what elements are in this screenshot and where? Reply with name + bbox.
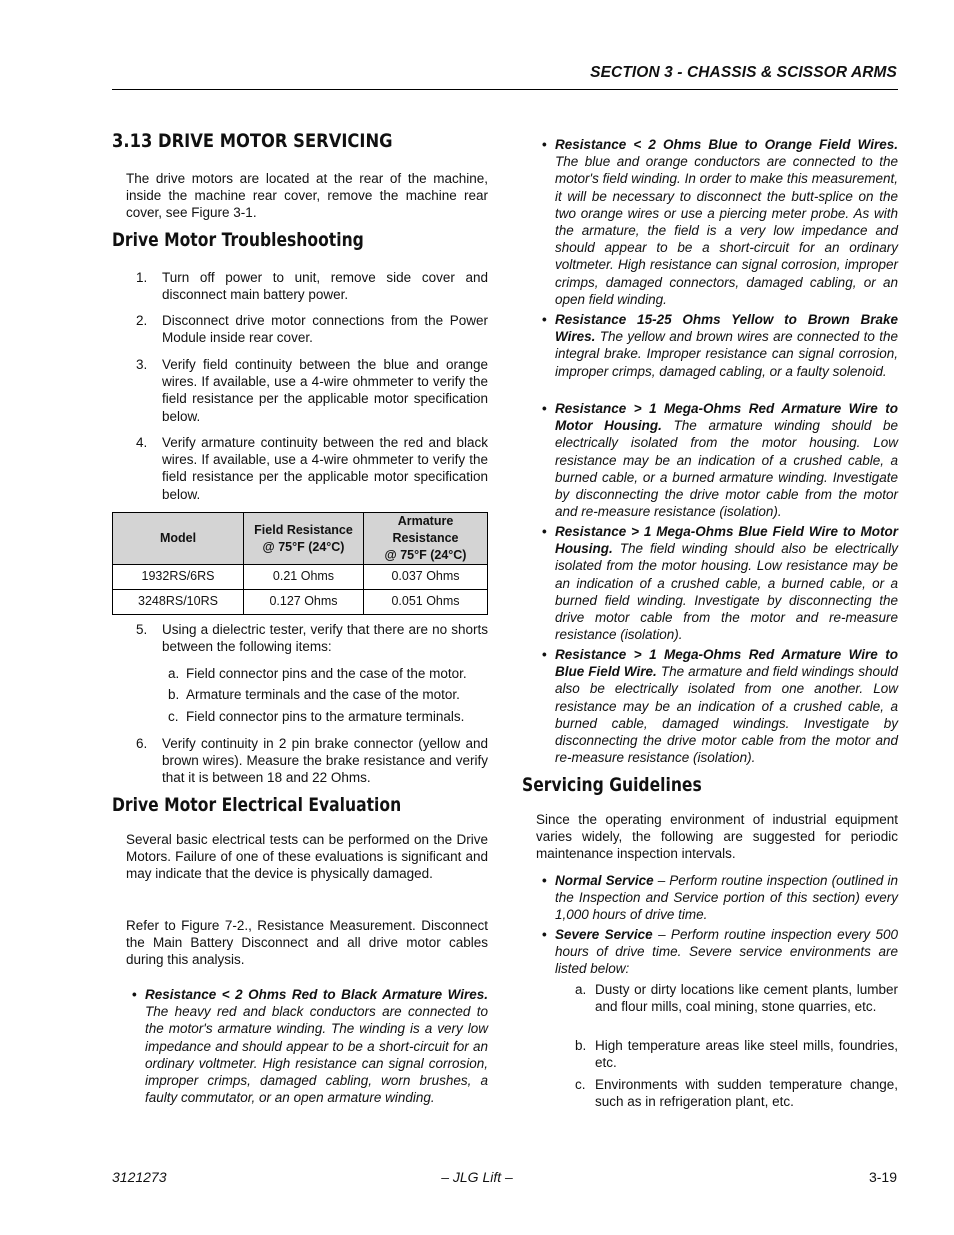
item-text: Verify field continuity between the blue and orange wires. If available, use a 4-wire ohmmeter to verify the field resistance per the applicable motor specification below. xyxy=(162,357,488,424)
sub-list-item xyxy=(575,1037,898,1071)
sub-list-item xyxy=(168,708,488,725)
bullet-item xyxy=(542,523,898,643)
electrical-paragraph-1: Several basic electrical tests can be performed on the Drive Motors. Failure of one of these evaluations is significant and may indicate that the device is physically damaged. xyxy=(126,832,488,882)
section-header-title: SECTION 3 - CHASSIS & SCISSOR ARMS xyxy=(590,64,897,81)
bullet-item xyxy=(132,986,488,1106)
item-text: Turn off power to unit, remove side cover and disconnect main battery power. xyxy=(162,270,488,303)
bullet-item xyxy=(542,872,898,924)
item-letter: b. xyxy=(168,687,180,702)
list-item xyxy=(136,621,488,655)
item-letter: a. xyxy=(575,982,587,997)
bullet-dot: • xyxy=(542,873,547,888)
sub-list-item xyxy=(168,686,488,703)
resistance-spec-table xyxy=(112,512,488,615)
item-letter: c. xyxy=(575,1077,586,1092)
electrical-evaluation-heading: Drive Motor Electrical Evaluation xyxy=(112,794,402,816)
item-text: Environments with sudden temperature change, such as in refrigeration plant, etc. xyxy=(595,1077,898,1110)
list-item xyxy=(136,356,488,425)
list-item xyxy=(136,269,488,303)
item-number: 4. xyxy=(136,435,148,450)
bullet-dot: • xyxy=(542,401,547,416)
table-cell: 1932RS/6RS xyxy=(113,565,244,590)
bullet-item xyxy=(542,926,898,978)
item-number: 1. xyxy=(136,270,148,285)
item-number: 3. xyxy=(136,357,148,372)
table-cell: 0.127 Ohms xyxy=(244,590,364,615)
item-text: Field connector pins to the armature terminals. xyxy=(186,709,465,724)
bullet-item xyxy=(542,136,898,308)
bullet-dot: • xyxy=(132,987,137,1002)
bullet-dot: • xyxy=(542,137,547,152)
bullet-dot: • xyxy=(542,647,547,662)
list-item xyxy=(136,434,488,503)
item-text: Dusty or dirty locations like cement plants, lumber and flour mills, coal mining, stone quarries, etc. xyxy=(595,982,898,1015)
table-header-armature-resistance: Armature Resistance @ 75°F (24°C) xyxy=(364,513,488,565)
list-item xyxy=(136,735,488,787)
bullet-text: Resistance > 1 Mega-Ohms Blue Field Wire to Motor Housing. The field winding should also be electrically isolated from the motor housing. Low resistance may be an indication of a crushed cable, a burned cable, or a burned field winding. Investigate by disconnecting the drive motor cable from the motor and re-measure resistance (isolation). xyxy=(555,524,898,643)
sub-list-item xyxy=(575,1076,898,1110)
item-text: Disconnect drive motor connections from the Power Module inside rear cover. xyxy=(162,313,488,346)
bullet-text: Resistance < 2 Ohms Blue to Orange Field Wires. The blue and orange conductors are connected to the motor's field winding. In order to make this measurement, it will be necessary to disconnect the butt-splice on the two orange wires or use a piercing meter probe. As with the armature, the field is a very low impedance and should appear to be a short-circuit for an ordinary voltmeter. High resistance can signal corrosion, improper crimps, damaged connectors, damaged cabling, or an open field winding. xyxy=(555,137,898,307)
header-rule xyxy=(112,89,898,90)
item-text: Verify continuity in 2 pin brake connector (yellow and brown wires). Measure the brake resistance and verify that it is between 18 and 22 Ohms. xyxy=(162,736,488,786)
table-header-model: Model xyxy=(113,513,244,565)
bullet-dot: • xyxy=(542,312,547,327)
table-header-field-resistance: Field Resistance @ 75°F (24°C) xyxy=(244,513,364,565)
table-cell: 3248RS/10RS xyxy=(113,590,244,615)
table-cell: 0.21 Ohms xyxy=(244,565,364,590)
servicing-paragraph: Since the operating environment of industrial equipment varies widely, the following are suggested for periodic maintenance inspection intervals. xyxy=(536,812,898,862)
item-letter: a. xyxy=(168,666,180,681)
bullet-dot: • xyxy=(542,927,547,942)
list-item xyxy=(136,312,488,346)
electrical-paragraph-2: Refer to Figure 7-2., Resistance Measurement. Disconnect the Main Battery Disconnect and all drive motor cables during this analysis. xyxy=(126,918,488,968)
bullet-text: Resistance > 1 Mega-Ohms Red Armature Wire to Motor Housing. The armature winding should be electrically isolated from the motor housing. Low resistance may be an indication of a crushed cable, a burned cable, or a burned armature winding. Investigate by disconnecting the drive motor cable from the motor and re-measure resistance (isolation). xyxy=(555,401,898,520)
bullet-dot: • xyxy=(542,524,547,539)
item-text: Field connector pins and the case of the motor. xyxy=(186,666,467,681)
bullet-text: Resistance > 1 Mega-Ohms Red Armature Wire to Blue Field Wire. The armature and field windings should also be electrically isolated from one another. Low resistance may be an indication of a crushed cable, a burned cable, damaged windings. Investigate by disconnecting the drive motor cable from the motor and re-measure resistance (isolation). xyxy=(555,647,898,766)
intro-paragraph: The drive motors are located at the rear of the machine, inside the machine rear cover, remove the machine rear cover, see Figure 3-1. xyxy=(126,171,488,221)
page-title: 3.13 DRIVE MOTOR SERVICING xyxy=(112,130,393,152)
bullet-item xyxy=(542,400,898,520)
footer-brand: – JLG Lift – xyxy=(441,1169,513,1185)
item-letter: c. xyxy=(168,709,179,724)
item-text: High temperature areas like steel mills, foundries, etc. xyxy=(595,1038,898,1071)
item-text: Using a dielectric tester, verify that there are no shorts between the following items: xyxy=(162,622,488,655)
table-row xyxy=(113,565,488,590)
table-row xyxy=(113,590,488,615)
footer-page-number: 3-19 xyxy=(868,1169,897,1185)
sub-list-item xyxy=(575,981,898,1015)
item-number: 2. xyxy=(136,313,148,328)
bullet-text: Normal Service – Perform routine inspection (outlined in the Inspection and Service portion of this section) every 1,000 hours of drive time. xyxy=(555,873,898,923)
table-cell: 0.051 Ohms xyxy=(364,590,488,615)
item-text: Verify armature continuity between the red and black wires. If available, use a 4-wire ohmmeter to verify the field resistance per the applicable motor specification below. xyxy=(162,435,488,502)
bullet-text: Severe Service – Perform routine inspection every 500 hours of drive time. Severe service environments are listed below: xyxy=(555,927,898,977)
item-letter: b. xyxy=(575,1038,587,1053)
sub-list-item xyxy=(168,665,488,682)
troubleshooting-heading: Drive Motor Troubleshooting xyxy=(112,229,364,251)
servicing-guidelines-heading: Servicing Guidelines xyxy=(522,774,702,796)
bullet-text: Resistance < 2 Ohms Red to Black Armature Wires. The heavy red and black conductors are connected to the motor's armature winding. The winding is a very low impedance and should appear to be a short-circuit for an ordinary voltmeter. High resistance can signal corrosion, improper crimps, damaged cabling, worn brushes, a faulty commutator, or an open armature winding. xyxy=(145,987,488,1106)
bullet-text: Resistance 15-25 Ohms Yellow to Brown Brake Wires. The yellow and brown wires are connected to the integral brake. Improper resistance can signal corrosion, improper crimps, damaged cabling, or a faulty solenoid. xyxy=(555,312,898,379)
bullet-item xyxy=(542,311,898,380)
item-text: Armature terminals and the case of the motor. xyxy=(186,687,460,702)
table-cell: 0.037 Ohms xyxy=(364,565,488,590)
item-number: 5. xyxy=(136,622,148,637)
item-number: 6. xyxy=(136,736,148,751)
bullet-item xyxy=(542,646,898,766)
table-header-row xyxy=(113,513,488,565)
footer-doc-number: 3121273 xyxy=(112,1169,167,1185)
